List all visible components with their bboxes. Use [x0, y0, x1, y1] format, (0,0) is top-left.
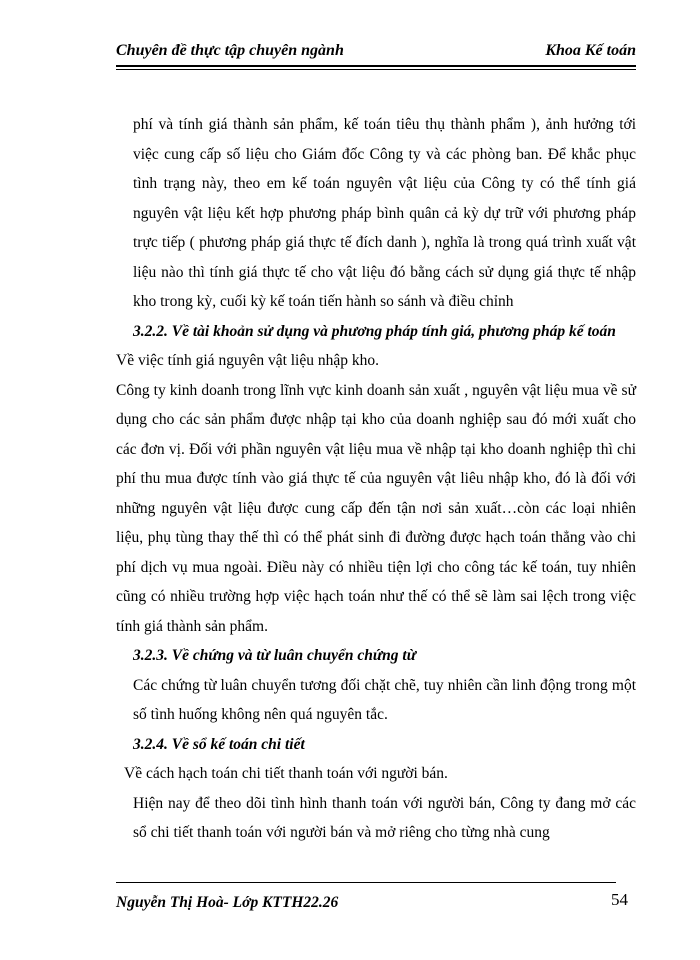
footer-rule — [116, 882, 616, 883]
paragraph-1: phí và tính giá thành sản phẩm, kế toán tiêu thụ thành phẩm ), ảnh hưởng tới việc cung cấp số liệu cho Giám đốc Công ty và các phòng ban. Để khắc phục tình trạng này, theo em kế toán nguyên vật liệu của Công ty có thể tính giá nguyên vật liệu kết hợp phương pháp bình quân cả kỳ dự trữ với phương pháp trực tiếp ( phương pháp giá thực tế đích danh ), nghĩa là trong quá trình xuất vật liệu nào thì tính giá thực tế cho vật liệu đó bằng cách sử dụng giá thực tế nhập kho trong kỳ, cuối kỳ kế toán tiến hành so sánh và điều chỉnh — [133, 116, 636, 310]
section-heading-3-2-2: 3.2.2. Về tài khoản sử dụng và phương pháp tính giá, phương pháp kế toán — [133, 322, 616, 340]
header-rule — [116, 65, 636, 67]
paragraph-2: Công ty kinh doanh trong lĩnh vực kinh doanh sản xuất , nguyên vật liệu mua về sử dụng cho các sản phẩm được nhập tại kho của doanh nghiệp sau đó mới xuất cho các đơn vị. Đối với phần nguyên vật liệu mua về nhập tại kho doanh nghiệp thì chi phí thu mua được tính vào giá thực tế của nguyên vật liêu nhập kho, đó là đối với những nguyên vật liệu được cung cấp đến tận nơi sản xuất…còn các loại nhiên liệu, phụ tùng thay thế thì có thể phát sinh đi đường được hạch toán thẳng vào chi phí dịch vụ mua ngoài. Điều này có nhiều tiện lợi cho công tác kế toán, tuy nhiên cũng có nhiều trường hợp việc hạch toán như thế có thể sẽ làm sai lệch trong việc tính giá thành sản phẩm. — [116, 381, 636, 635]
document-body — [116, 110, 636, 848]
footer-author: Nguyễn Thị Hoà- Lớp KTTH22.26 — [116, 894, 339, 911]
paragraph-4: Hiện nay để theo dõi tình hình thanh toán với người bán, Công ty đang mở các sổ chi tiết thanh toán với người bán và mở riêng cho từng nhà cung — [133, 794, 636, 841]
paragraph-intro-nhap-kho: Về việc tính giá nguyên vật liệu nhập kho. — [116, 352, 380, 369]
paragraph-intro-hach-toan: Về cách hạch toán chi tiết thanh toán với người bán. — [124, 765, 448, 782]
page-number: 54 — [611, 890, 628, 909]
section-heading-3-2-3: 3.2.3. Về chứng và từ luân chuyển chứng từ — [133, 647, 417, 664]
page-footer — [116, 880, 636, 920]
page-header — [116, 38, 636, 66]
section-heading-3-2-4: 3.2.4. Về sổ kế toán chi tiết — [133, 735, 305, 753]
paragraph-3: Các chứng từ luân chuyển tương đối chặt chẽ, tuy nhiên cần linh động trong một số tình huống không nên quá nguyên tắc. — [133, 676, 636, 723]
header-rule-thin — [116, 69, 636, 70]
header-title: Chuyên đề thực tập chuyên ngành — [116, 42, 344, 59]
header-department: Khoa Kế toán — [545, 42, 636, 59]
